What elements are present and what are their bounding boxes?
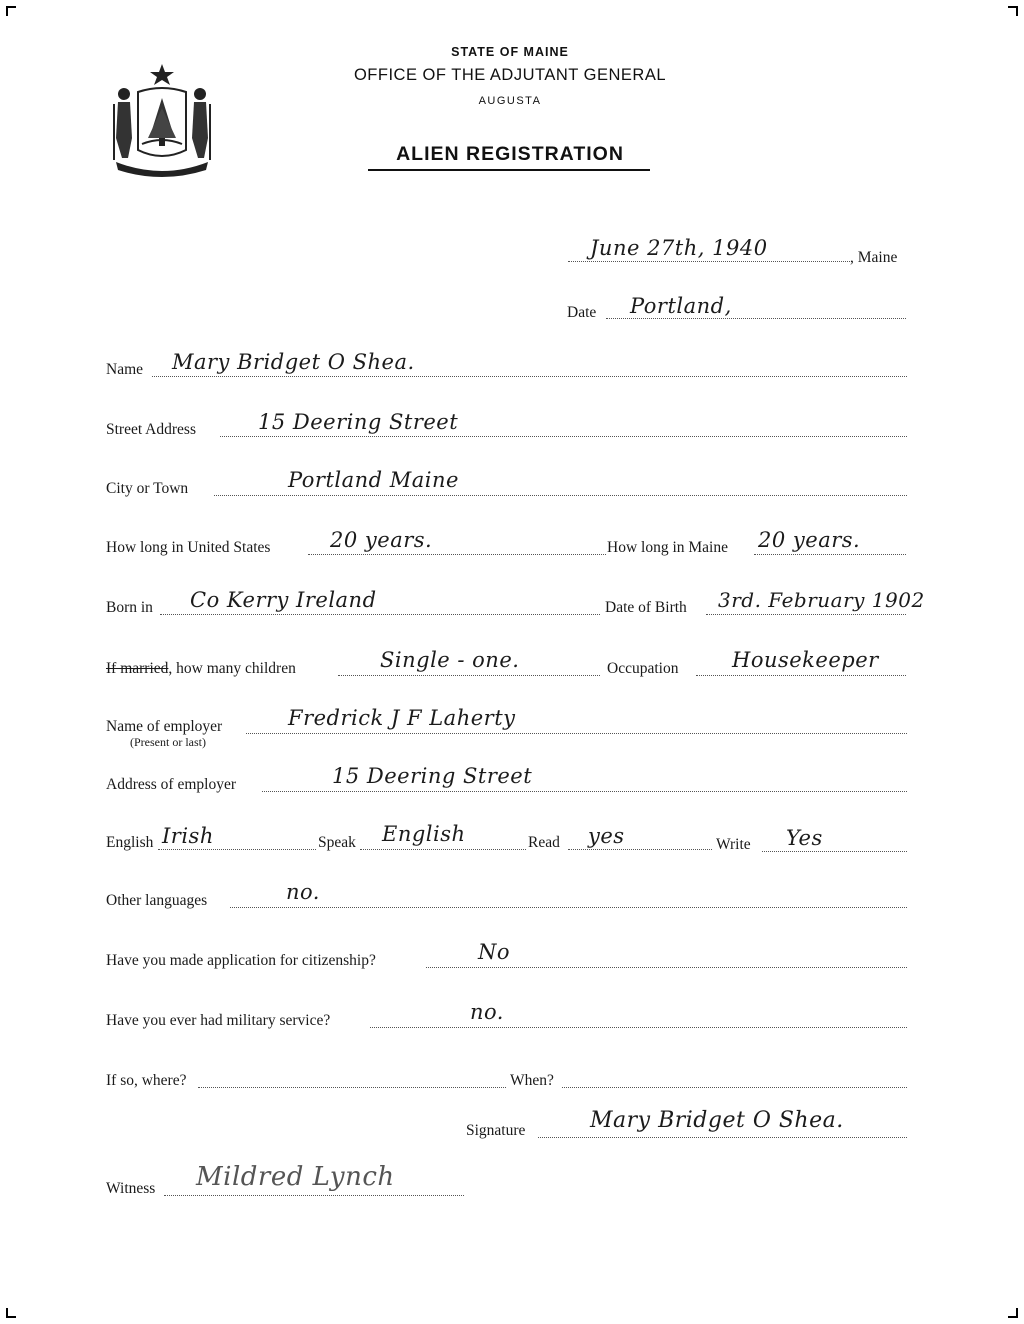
office-heading: OFFICE OF THE ADJUTANT GENERAL: [353, 66, 667, 84]
write-dots: [762, 851, 907, 852]
name-label: Name: [106, 361, 144, 378]
street-address-label: Street Address: [106, 421, 196, 438]
form-title: ALIEN REGISTRATION: [396, 143, 624, 165]
name-dots: [152, 376, 907, 377]
employer-address-dots: [262, 791, 907, 792]
years-maine-value: 20 years.: [758, 528, 861, 552]
witness-dots: [164, 1195, 464, 1196]
speak-dots: [360, 849, 526, 850]
witness-label: Witness: [106, 1180, 156, 1197]
years-us-dots: [308, 554, 606, 555]
children-dots: [338, 675, 600, 676]
maine-seal-icon: [108, 58, 216, 178]
date-dots: [606, 318, 906, 319]
city-label: City or Town: [106, 480, 189, 497]
children-value: Single - one.: [380, 648, 520, 672]
seal-label: MAINE: [149, 163, 175, 172]
other-languages-dots: [230, 907, 907, 908]
city-value: Portland Maine: [288, 468, 459, 492]
speak-value: English: [382, 822, 466, 846]
street-address-dots: [220, 436, 907, 437]
occupation-value: Housekeeper: [732, 648, 879, 672]
when-label: When?: [510, 1072, 554, 1089]
street-address-value: 15 Deering Street: [258, 410, 459, 434]
born-in-dots: [160, 614, 600, 615]
title-underline: [368, 169, 650, 171]
write-value: Yes: [786, 826, 823, 850]
children-label: [106, 660, 296, 678]
name-value: Mary Bridget O Shea.: [172, 350, 415, 374]
born-in-label: Born in: [106, 599, 153, 616]
where-label: If so, where?: [106, 1072, 187, 1089]
state-heading: STATE OF MAINE: [451, 45, 569, 59]
military-dots: [370, 1027, 907, 1028]
occupation-label: Occupation: [607, 660, 679, 677]
born-in-value: Co Kerry Ireland: [190, 588, 377, 612]
signature-dots: [538, 1137, 907, 1138]
citizenship-dots: [426, 967, 907, 968]
date-label: Date: [567, 304, 597, 321]
corner-mark-top-left: [6, 6, 16, 16]
employer-address-value: 15 Deering Street: [332, 764, 533, 788]
other-languages-value: no.: [286, 880, 320, 904]
date-line-value: June 27th, 1940: [590, 236, 768, 260]
employer-name-sublabel: (Present or last): [130, 735, 206, 749]
employer-name-label: Name of employer: [106, 718, 223, 735]
employer-name-dots: [246, 733, 907, 734]
state-seal: [108, 58, 216, 178]
date-of-birth-value: 3rd. February 1902: [718, 588, 925, 612]
city-heading: AUGUSTA: [478, 95, 542, 107]
date-line-dots: [568, 261, 850, 262]
military-value: no.: [470, 1000, 504, 1024]
corner-mark-bottom-right: [1008, 1308, 1018, 1318]
write-label: Write: [716, 836, 751, 853]
english-value: Irish: [162, 824, 214, 848]
employer-name-value: Fredrick J F Laherty: [288, 706, 516, 730]
read-dots: [568, 849, 712, 850]
date-of-birth-label: Date of Birth: [605, 599, 687, 616]
signature-label: Signature: [466, 1122, 526, 1139]
occupation-dots: [696, 675, 906, 676]
years-us-value: 20 years.: [330, 528, 433, 552]
employer-address-label: Address of employer: [106, 776, 236, 793]
corner-mark-bottom-left: [6, 1308, 16, 1318]
other-languages-label: Other languages: [106, 892, 208, 909]
speak-label: Speak: [318, 834, 356, 851]
citizenship-value: No: [478, 940, 511, 964]
city-dots: [214, 495, 907, 496]
signature-value: Mary Bridget O Shea.: [590, 1108, 844, 1133]
read-label: Read: [528, 834, 560, 851]
date-value: Portland,: [630, 294, 732, 318]
children-label-struck: If married: [106, 660, 169, 677]
years-us-label: How long in United States: [106, 539, 271, 556]
witness-value: Mildred Lynch: [196, 1162, 395, 1192]
where-dots: [198, 1087, 506, 1088]
when-dots: [562, 1087, 907, 1088]
read-value: yes: [588, 824, 625, 848]
english-label: English: [106, 834, 154, 851]
corner-mark-top-right: [1008, 6, 1018, 16]
years-maine-label: How long in Maine: [607, 539, 728, 556]
children-label-rest: , how many children: [168, 660, 296, 677]
years-maine-dots: [754, 554, 906, 555]
citizenship-label: Have you made application for citizenship?: [106, 952, 376, 969]
english-dots: [158, 849, 316, 850]
military-label: Have you ever had military service?: [106, 1012, 331, 1029]
date-of-birth-dots: [706, 614, 906, 615]
date-line-suffix: , Maine: [850, 249, 898, 266]
